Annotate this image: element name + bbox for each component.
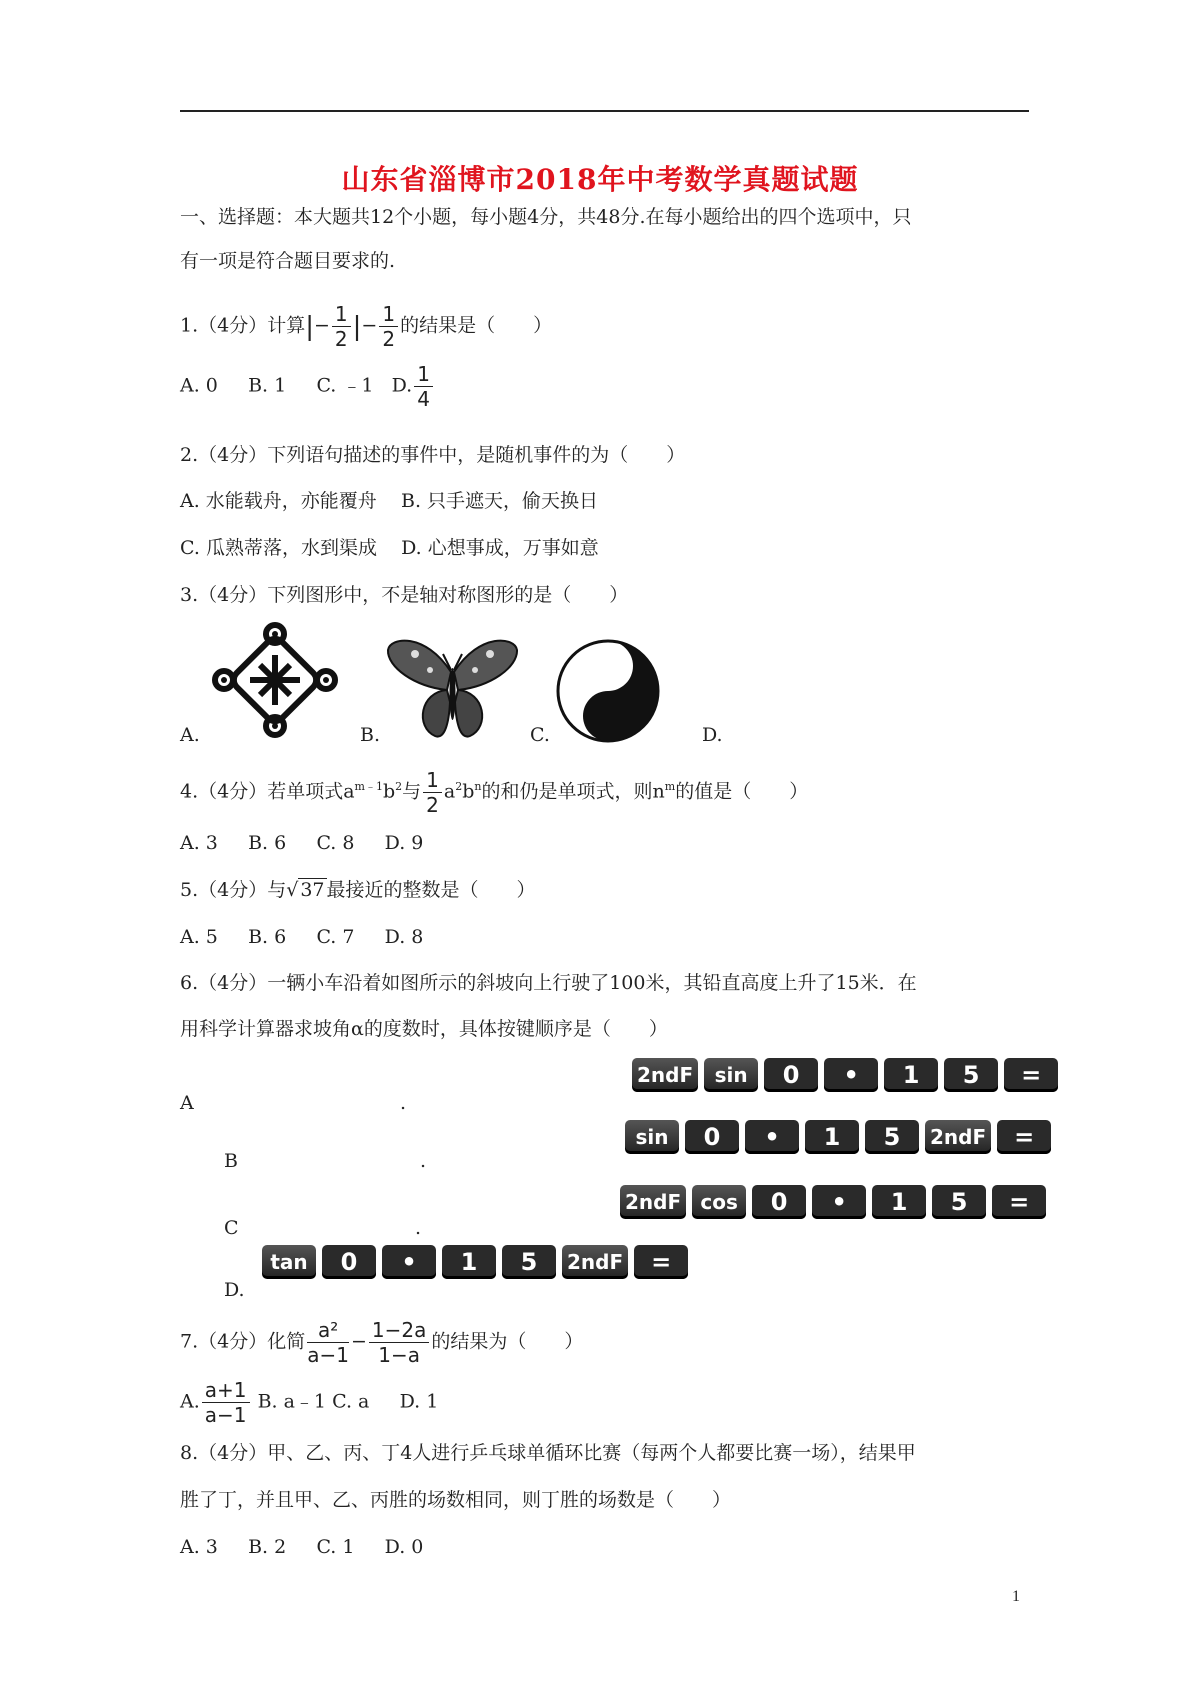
calculator-key: 2ndF (620, 1185, 686, 1219)
question-2-stem: 2.（4分）下列语句描述的事件中，是随机事件的为（ ） (180, 444, 686, 466)
question-8-line1: 8.（4分）甲、乙、丙、丁4人进行乒乓球单循环比赛（每两个人都要比赛一场），结果甲 (180, 1442, 916, 1464)
calculator-key: 2ndF (562, 1245, 628, 1279)
calculator-key: 2ndF (925, 1120, 991, 1154)
calculator-key: • (812, 1185, 866, 1219)
calculator-key: = (634, 1245, 688, 1279)
calculator-key: tan (262, 1245, 316, 1279)
chinese-knot-figure (210, 620, 340, 740)
question-3-option-d: D. (702, 724, 723, 746)
question-6-option-d-label: D. (224, 1279, 245, 1301)
calculator-key: 0 (752, 1185, 806, 1219)
question-3-option-a: A. (180, 724, 200, 746)
section-instructions-line1: 一、选择题：本大题共12个小题，每小题4分，共48分.在每小题给出的四个选项中，只 (180, 206, 912, 228)
page-title: 山东省淄博市2018年中考数学真题试题 (341, 163, 859, 196)
question-6-option-a-label: A (180, 1092, 194, 1114)
question-3-option-c: C. (530, 724, 550, 746)
fraction: $\frac{1}{2}$ (379, 302, 398, 351)
question-4-stem: 4.（4分）若单项式$a^{m﹣1}b^2$与 $\frac{1}{2}$ $a^2b^n$的和仍是单项式，则$n^m$的值是（ ） (180, 768, 809, 817)
question-3-option-b: B. (360, 724, 381, 746)
page-number: 1 (1012, 1588, 1020, 1605)
calculator-key: 1 (872, 1185, 926, 1219)
question-8-options: A. 3 B. 2 C. 1 D. 0 (180, 1536, 424, 1558)
calculator-key: 2ndF (632, 1058, 698, 1092)
fraction: $\frac{1-2a}{1-a}$ (369, 1318, 429, 1367)
question-6-option-b-dot: . (420, 1150, 427, 1172)
question-6-line2: 用科学计算器求坡角α的度数时，具体按键顺序是（ ） (180, 1018, 668, 1040)
calculator-key: 5 (944, 1058, 998, 1092)
question-4-options: A. 3 B. 6 C. 8 D. 9 (180, 832, 424, 854)
calculator-key: 0 (764, 1058, 818, 1092)
calculator-key: 5 (502, 1245, 556, 1279)
fraction: $\frac{a+1}{a-1}$ (202, 1378, 250, 1427)
calculator-key: • (382, 1245, 436, 1279)
question-6-option-c-label: C (224, 1217, 239, 1239)
header-rule (180, 110, 1029, 112)
question-1-stem: 1.（4分）计算|− $\frac{1}{2}$ |− $\frac{1}{2}$ 的结果是（ ） (180, 302, 553, 351)
square-root: 37 (300, 879, 325, 901)
calculator-key: sin (704, 1058, 758, 1092)
question-8-line2: 胜了丁，并且甲、乙、丙胜的场数相同，则丁胜的场数是（ ） (180, 1489, 732, 1511)
key-sequence-d (262, 1245, 688, 1279)
calculator-key: sin (625, 1120, 679, 1154)
calculator-key: 1 (442, 1245, 496, 1279)
question-3-stem: 3.（4分）下列图形中，不是轴对称图形的是（ ） (180, 584, 629, 606)
question-7-options: A. $\frac{a+1}{a-1}$ B. a﹣1 C. a D. 1 (180, 1378, 439, 1427)
calculator-key: 1 (805, 1120, 859, 1154)
question-2-options-row2: C. 瓜熟蒂落，水到渠成 D. 心想事成，万事如意 (180, 537, 599, 559)
calculator-key: 5 (932, 1185, 986, 1219)
question-5-stem: 5.（4分）与√ 37 最接近的整数是（ ） (180, 879, 536, 901)
key-sequence-c (620, 1185, 1046, 1219)
calculator-key: = (1004, 1058, 1058, 1092)
key-sequence-b (625, 1120, 1051, 1154)
key-sequence-a (632, 1058, 1058, 1092)
section-instructions-line2: 有一项是符合题目要求的. (180, 250, 396, 272)
butterfly-figure (385, 632, 520, 740)
yin-yang-figure (555, 638, 661, 744)
calculator-key: 0 (322, 1245, 376, 1279)
question-1-options: A. 0 B. 1 C. ﹣1 D. $\frac{1}{4}$ (180, 362, 435, 411)
question-6-option-b-label: B (224, 1150, 238, 1172)
calculator-key: 0 (685, 1120, 739, 1154)
calculator-key: • (824, 1058, 878, 1092)
calculator-key: • (745, 1120, 799, 1154)
question-2-options-row1: A. 水能载舟，亦能覆舟 B. 只手遮天，偷天换日 (180, 490, 599, 512)
calculator-key: = (997, 1120, 1051, 1154)
calculator-key: = (992, 1185, 1046, 1219)
question-6-line1: 6.（4分）一辆小车沿着如图所示的斜坡向上行驶了100米，其铅直高度上升了15米．在 (180, 972, 917, 994)
question-6-option-a-dot: . (400, 1092, 407, 1114)
question-5-options: A. 5 B. 6 C. 7 D. 8 (180, 926, 424, 948)
fraction: $\frac{1}{2}$ (332, 302, 351, 351)
calculator-key: cos (692, 1185, 746, 1219)
calculator-key: 5 (865, 1120, 919, 1154)
question-6-option-c-dot: . (415, 1217, 422, 1239)
fraction: $\frac{1}{4}$ (414, 362, 433, 411)
fraction: $\frac{1}{2}$ (423, 768, 442, 817)
fraction: $\frac{\text{a²}}{a-1}$ (307, 1318, 349, 1367)
question-7-stem: 7.（4分）化简 $\frac{\text{a²}}{a-1}$ − $\frac{1-2a}{1-a}$ 的结果为（ ） (180, 1318, 584, 1367)
calculator-key: 1 (884, 1058, 938, 1092)
